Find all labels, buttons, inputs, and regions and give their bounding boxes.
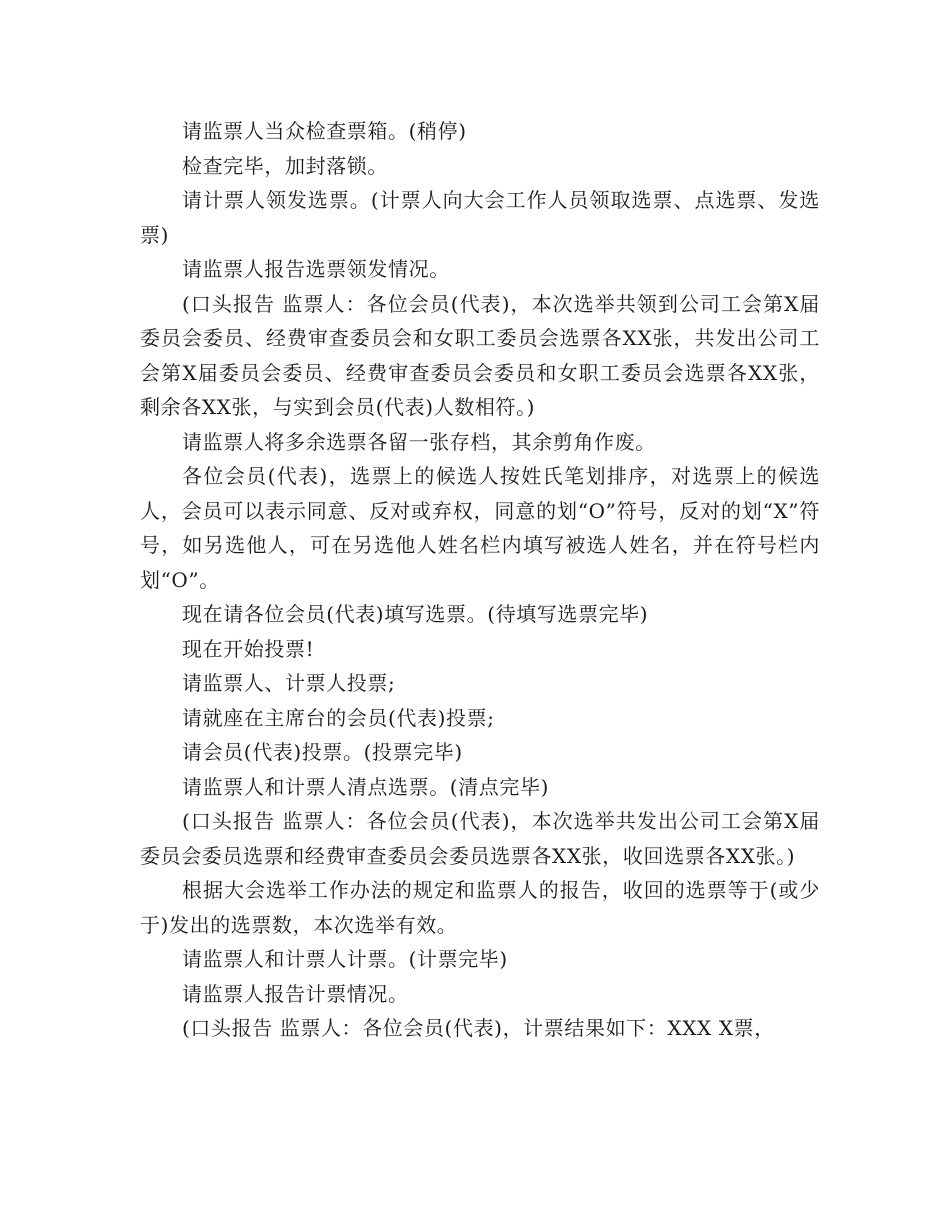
paragraph-1: 请监票人当众检查票箱。(稍停) xyxy=(182,119,467,143)
paragraph-2: 检查完毕，加封落锁。 xyxy=(182,153,388,178)
paragraph-14: (口头报告 监票人：各位会员(代表)，本次选举共发出公司工会第X届委员会委员选票和经费审查委员会委员选票各XX张，收回选票各XX张。) xyxy=(140,809,820,868)
paragraph-10: 请监票人、计票人投票; xyxy=(182,671,396,695)
paragraph-7: 各位会员(代表)，选票上的候选人按姓氏笔划排序，对选票上的候选人，会员可以表示同意、反对或弃权，同意的划“O”符号，反对的划“X”符号，如另选他人，可在另选他人姓名栏内填写被选人姓名，并在符号栏内划“O”。 xyxy=(140,464,820,592)
paragraph-5: (口头报告 监票人：各位会员(代表)，本次选举共领到公司工会第X届委员会委员、经费审查委员会和女职工委员会选票各XX张，共发出公司工会第X届委员会委员、经费审查委员会委员和女职工委员会选票各XX张，剩余各XX张，与实到会员(代表)人数相符。) xyxy=(140,291,820,419)
paragraph-3: 请计票人领发选票。(计票人向大会工作人员领取选票、点选票、发选票) xyxy=(140,188,820,247)
paragraph-13: 请监票人和计票人清点选票。(清点完毕) xyxy=(182,774,550,799)
paragraph-16: 请监票人和计票人计票。(计票完毕) xyxy=(182,947,508,971)
paragraph-11: 请就座在主席台的会员(代表)投票; xyxy=(182,705,495,730)
paragraph-18: (口头报告 监票人：各位会员(代表)，计票结果如下：XXX X票， xyxy=(182,1016,775,1040)
paragraph-15: 根据大会选举工作办法的规定和监票人的报告，收回的选票等于(或少于)发出的选票数，本次选举有效。 xyxy=(140,878,820,937)
paragraph-6: 请监票人将多余选票各留一张存档，其余剪角作废。 xyxy=(182,429,656,454)
paragraph-12: 请会员(代表)投票。(投票完毕) xyxy=(182,740,463,764)
document-body xyxy=(140,114,820,1046)
paragraph-9: 现在开始投票! xyxy=(182,636,315,661)
paragraph-4: 请监票人报告选票领发情况。 xyxy=(182,257,450,281)
paragraph-17: 请监票人报告计票情况。 xyxy=(182,981,409,1006)
paragraph-8: 现在请各位会员(代表)填写选票。(待填写选票完毕) xyxy=(182,602,649,626)
